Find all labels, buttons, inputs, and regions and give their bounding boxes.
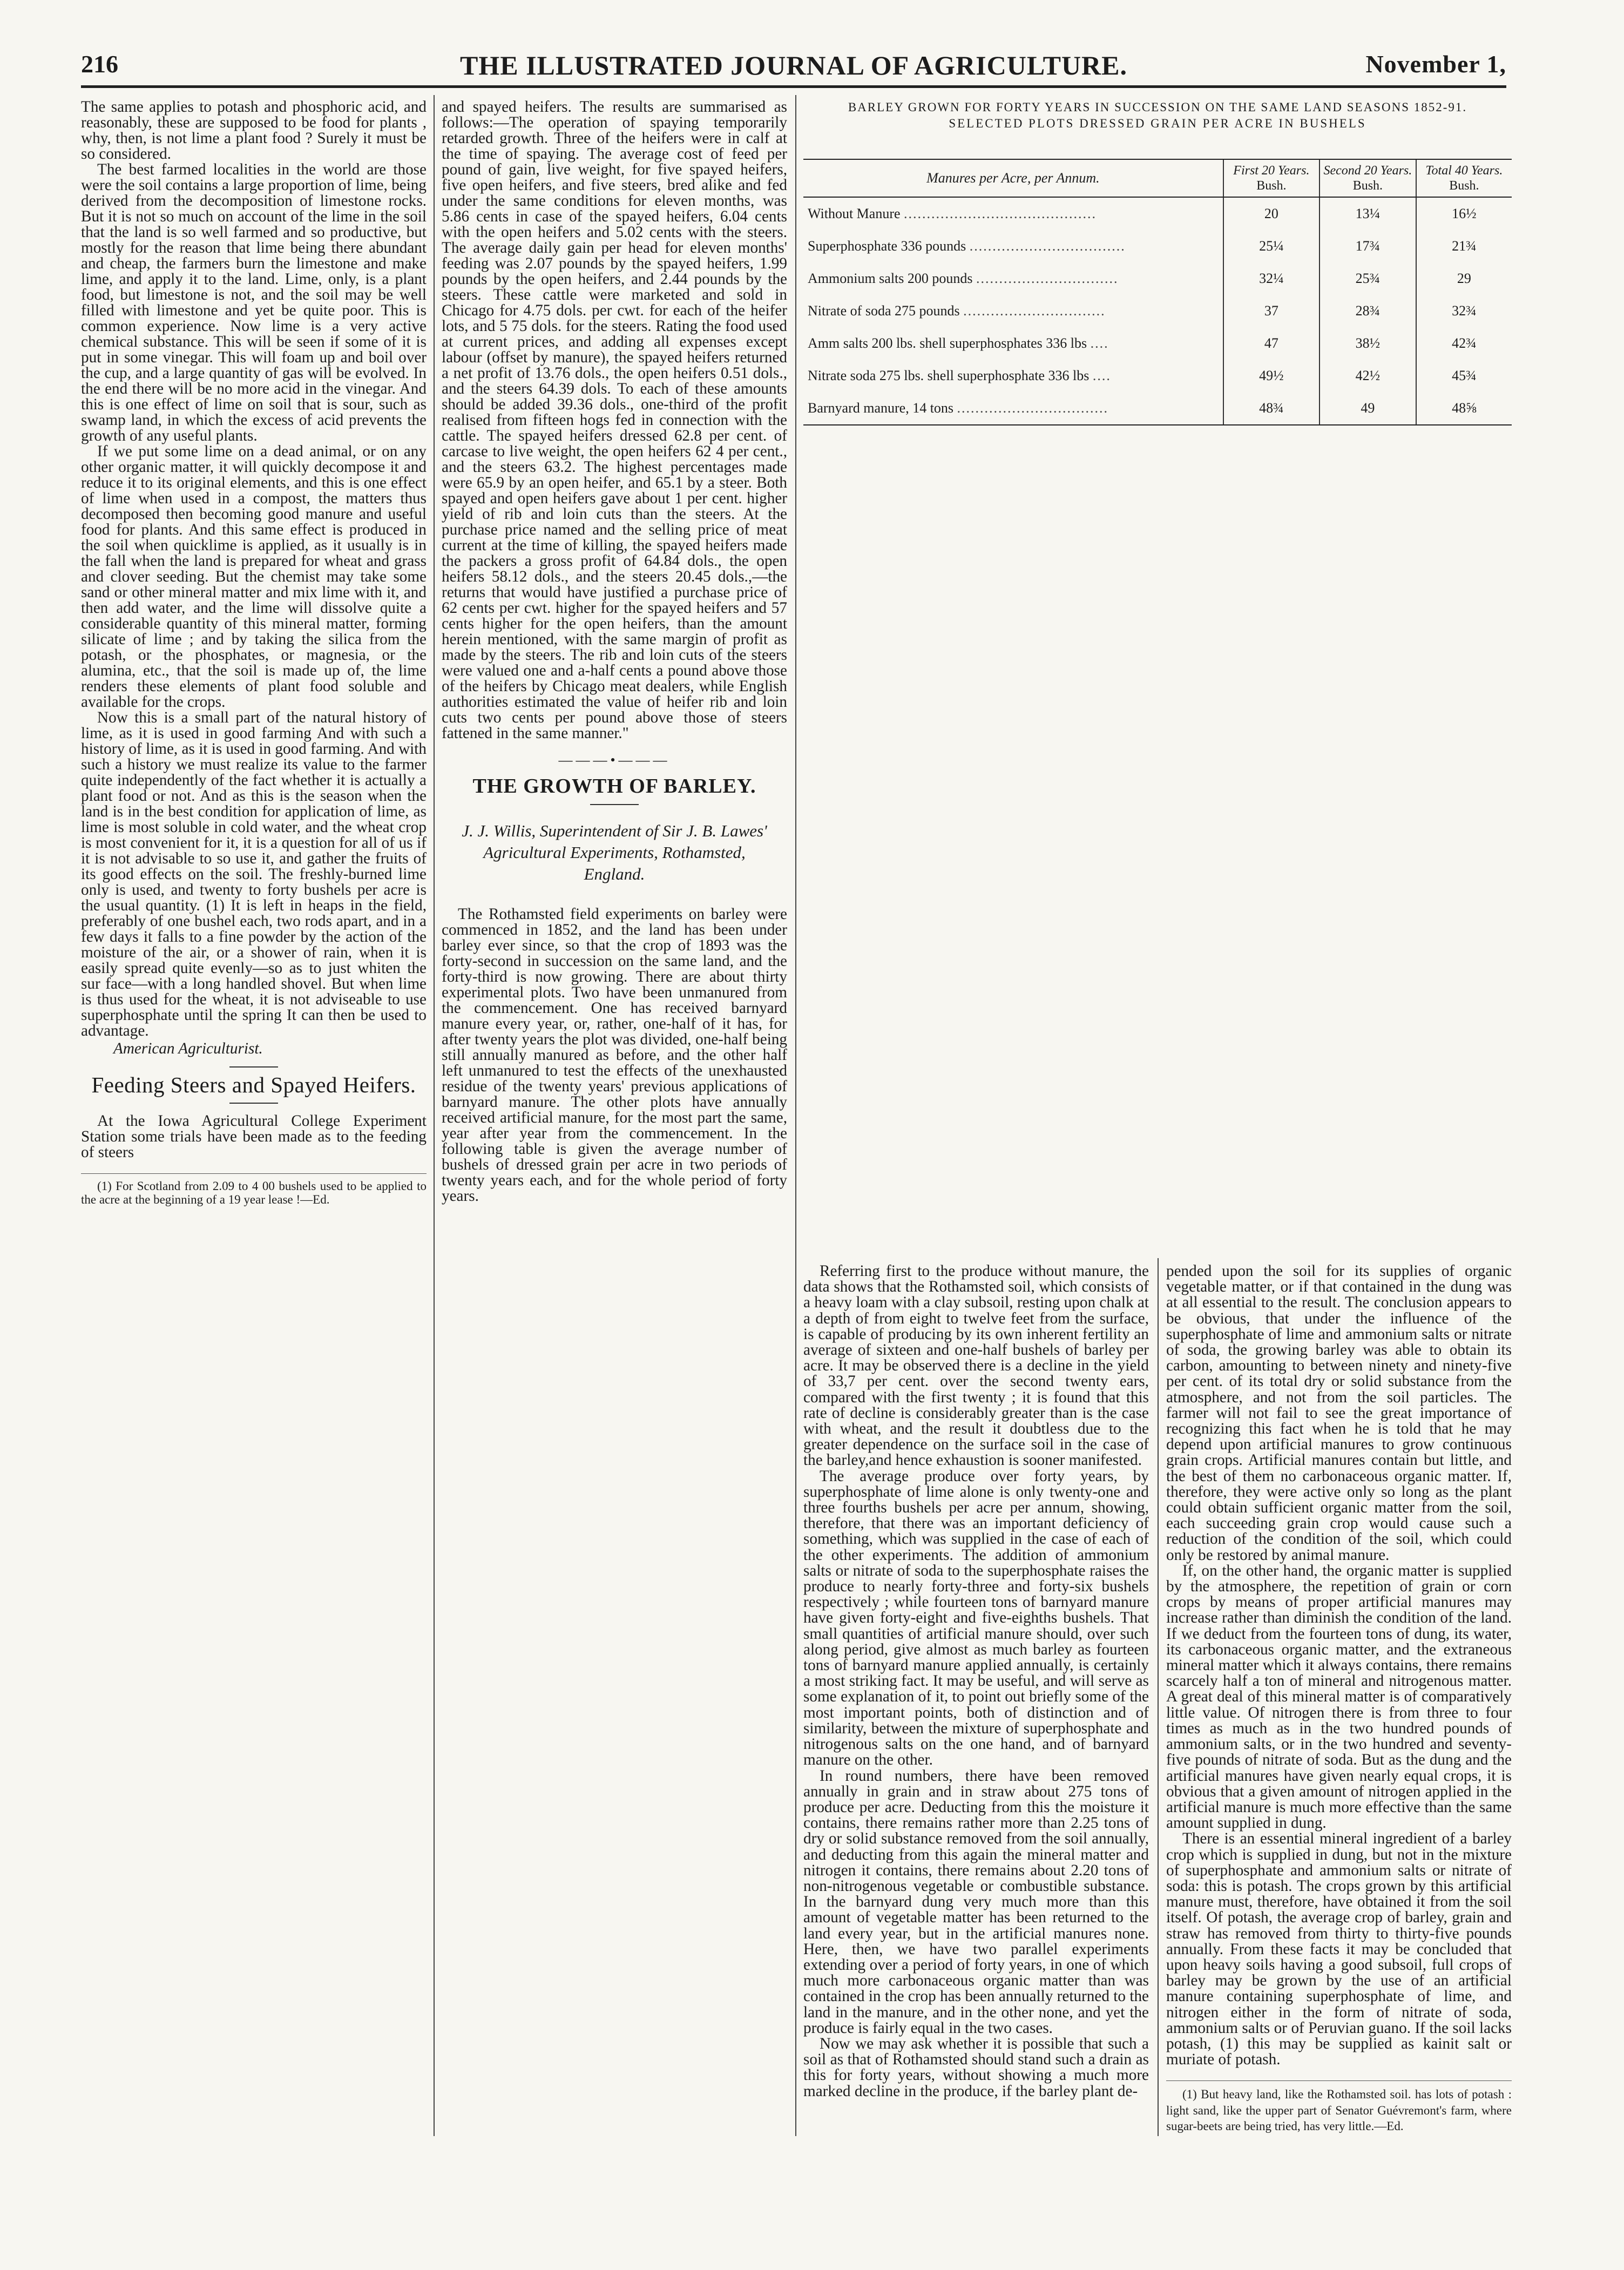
short-rule — [229, 1103, 278, 1104]
cell-second: 13¼ — [1320, 197, 1416, 230]
cell-second: 38½ — [1320, 327, 1416, 360]
section-heading: THE GROWTH OF BARLEY. — [472, 775, 756, 798]
cell-total: 21¾ — [1416, 230, 1512, 262]
cell-first: 25¼ — [1223, 230, 1320, 262]
cell-second: 17¾ — [1320, 230, 1416, 262]
column-2 — [442, 99, 787, 1204]
column-header: Total 40 Years. Bush. — [1416, 159, 1512, 197]
article-paragraph: If we put some lime on a dead animal, or on any other organic matter, it will quickly decompose it and reduce it to its original elements, and this is one effect of lime when used in a compost, the matters thus decomposed then becoming good manure and useful food for plants. And this same effect is produced in the soil when quicklime is applied, as it usually is in the fall when the land is prepared for wheat and grass and clover seeding. But the chemist may take some sand or other mineral matter and mix lime with it, and then add water, and the lime will dissolve quite a considerable quantity of this mineral matter, forming silicate of lime ; and by taking the silica from the potash, or the phosphates, or magnesia, or the alumina, etc., that the soil is made up of, the lime renders these elements of plant food soluble and available for the crops. — [81, 443, 427, 711]
column-divider — [434, 95, 435, 2136]
table-caption — [803, 99, 1512, 132]
cell-first: 47 — [1223, 327, 1320, 360]
table-row — [803, 295, 1512, 327]
article-paragraph: The Rothamsted field experiments on barley were commenced in 1852, and the land has been under barley ever since, so that the crop of 1893 was the forty-second in succession on the same land, and the forty-third is now growing. There are about thirty experimental plots. Two have been unmanured from the commencement. One has received barnyard manure every year, or, rather, one-half of it has, for after twenty years the plot was divided, one-half being still annually manured as before, and the other half left unmanured to test the effects of the unexhausted residue of the twenty years' previous applications of barnyard manure. The other plots have annually received artificial manure, for the most part the same, year after year from the commencement. In the following table is given the average number of bushels of dressed grain per acre in two periods of twenty years each, and for the whole period of forty years. — [442, 906, 787, 1205]
cell-total: 45¾ — [1416, 360, 1512, 392]
cell-total: 48⅝ — [1416, 392, 1512, 425]
row-label: Superphosphate 336 pounds .................................. — [808, 238, 1126, 254]
ornament-separator: ———•——— — [558, 752, 671, 768]
table-row — [803, 262, 1512, 295]
page-header — [81, 50, 1506, 82]
header-rule — [81, 85, 1506, 88]
column-4 — [1166, 1264, 1512, 2134]
column-header: Second 20 Years. Bush. — [1320, 159, 1416, 197]
issue-date: November 1, — [1365, 50, 1506, 78]
row-label: Nitrate of soda 275 pounds ............................... — [808, 303, 1106, 319]
article-paragraph: pended upon the soil for its supplies of organic vegetable matter, or if that contained in the dung was at all essential to the result. The conclusion appears to be obvious, that under the influence of the superphosphate of lime and ammonium salts or nitrate of soda, the growing barley was able to obtain its carbon, amounting to between ninety and ninety-five per cent. of its total dry or solid substance from the atmosphere, and not from the soil particles. The farmer will not fail to see the great importance of recognizing this fact when he is told that he may depend upon artificial manures to grow continuous grain crops. Artificial manures contain but little, and the best of them no carbonaceous organic matter. If, therefore, they were active only so long as the plant could obtain sufficient organic matter from the soil, each succeeding grain crop would cause such a reduction of the condition of the soil, which could only be restored by animal manure. — [1166, 1262, 1512, 1564]
table-row — [803, 197, 1512, 230]
row-label: Ammonium salts 200 pounds ............................... — [808, 271, 1119, 286]
journal-title: THE ILLUSTRATED JOURNAL OF AGRICULTURE. — [459, 50, 1128, 80]
row-label: Barnyard manure, 14 tons ................................. — [803, 392, 1223, 425]
cell-first: 37 — [1223, 295, 1320, 327]
article-paragraph: There is an essential mineral ingredient of a barley crop which is supplied in dung, but not in the mixture of superphosphate and ammonium salts or nitrate of soda: this is potash. The crops grown by this artificial manure must, therefore, have obtained it from the soil itself. Of potash, the average crop of barley, grain and straw has removed from thirty to thirty-five pounds annually. From these facts it may be concluded that upon heavy soils having a good subsoil, full crops of barley may be grown by the use of an artificial manure containing superphosphate of lime, and nitrogen either in the form of nitrate of soda, ammonium salts or of Peruvian guano. If the soil lacks potash, (1) this may be supplied as kainit salt or muriate of potash. — [1166, 1830, 1512, 2069]
row-label: Without Manure .......................................... — [808, 206, 1097, 221]
short-rule — [590, 804, 639, 805]
cell-first: 49½ — [1223, 360, 1320, 392]
cell-total: 16½ — [1416, 197, 1512, 230]
column-3 — [803, 1264, 1149, 2099]
article-paragraph: Now we may ask whether it is possible that such a soil as that of Rothamsted should stand such a drain as this for forty years, without showing a much more marked decline in the produce, if the barley plant de- — [803, 2035, 1149, 2100]
article-paragraph: Now this is a small part of the natural history of lime, as it is used in good farming And with such a history of lime, as it is used in good farming. And with such a history we must realize its value to the farmer quite independently of the fact whether it is actually a plant food or not. And as this is the season when the land is in the best condition for application of lime, as lime is most soluble in cold water, and the wheat crop is most convenient for it, it is a question for all of us if it is not advisable to so use it, and gather the fruits of its good effects on the soil. The freshly-burned lime only is used, and twenty to forty bushels per acre is the usual quantity. (1) It is left in heaps in the field, preferably of one bushel each, two rods apart, and in a few days it falls to a fine powder by the action of the moisture of the air, or a shower of rain, when it is easily spread quite evenly—so as to just whiten the sur face—with a long handled shovel. But when lime is thus used for the wheat, it is not adviseable to use superphosphate until the spring It can then be used to advantage. — [81, 709, 427, 1039]
article-paragraph: The best farmed localities in the world are those were the soil contains a large proportion of lime, being derived from the decomposition of limestone rocks. But it is not so much on account of the lime in the soil that the land is so well farmed and so productive, but mostly for the reason that lime being there abundant and cheap, the farmers burn the limestone and make lime, and apply it to the land. Lime, only, is a plant food, but limestone is not, and the soil may be well filled with limestone and yet be quite poor. This is common experience. Now lime is a very active chemical substance. This will be seen if some of it is put in some vinegar. This will foam up and boil over the cup, and a large quantity of gas will be evolved. In the end there will be no more acid in the vinegar. And this is one effect of lime on soil that is sour, such as swamp land, in which the excess of acid prevents the growth of any useful plants. — [81, 161, 427, 444]
article-paragraph: and spayed heifers. The results are summarised as follows:—The operation of spaying temporarily retarded growth. Three of the heifers were in calf at the time of spaying. The average cost of feed per pound of gain, live weight, for five spayed heifers, five open heifers, and five steers, bred alike and fed under the same conditions for eleven months, was 5.86 cents in case of the spayed heifers, 6.04 cents with the open heifers and 5.02 cents with the steers. The average daily gain per head for eleven months' feeding was 2.07 pounds by the spayed heifers, 1.99 pounds by the open heifers, and 2.44 pounds by the steers. These cattle were marketed and sold in Chicago for 4.75 dols. per cwt. for each of the heifer lots, and 5 75 dols. for the steers. Rating the food used at current prices, and adding all expenses except labour (offset by manure), the spayed heifers returned a net profit of 13.76 dols., the open heifers 0.51 dols., and the steers 64.39 dols. To each of these amounts should be added 39.36 dols., one-third of the profit realised from fifteen hogs fed in connection with the cattle. The spayed heifers dressed 62.8 per cent. of carcase to live weight, the open heifers 62 4 per cent., and the steers 63.2. The highest percentages made were 65.9 by an open heifer, and 65.1 by a steer. Both spayed and open heifers gave about 1 per cent. higher yield of rib and loin cuts than the steers. At the purchase price named and the selling price of meat current at the time of killing, the spayed heifers made the packers a gross profit of 64.84 dols., the open heifers 58.12 dols., and the steers 20.45 dols.,—the returns that would have justified a purchase price of 62 cents per cwt. higher for the spayed heifers and 57 cents higher for the open heifers, than the amount herein mentioned, with the same margin of profit as made by the steers. The rib and loin cuts of the steers were valued one and a-half cents a pound above those of the heifers by Chicago meat dealers, while English authorities estimated the value of heifer rib and loin cuts two cents per pound above those of steers fattened in the same manner." — [442, 98, 787, 742]
byline: J. J. Willis, Superintendent of Sir J. B. Lawes' Agricultural Experiments, Rothamsted, England. — [462, 821, 767, 883]
cell-total: 32¾ — [1416, 295, 1512, 327]
cell-second: 49 — [1320, 392, 1416, 425]
article-paragraph: In round numbers, there have been removed annually in grain and in straw about 275 tons of produce per acre. Deducting from this the moisture it contains, there remains rather more than 2.25 tons of dry or solid substance removed from the soil annually, and deducting from this again the mineral matter and nitrogen it contains, there remains about 2.20 tons of non-nitrogenous vegetable or combustible substance. In the barnyard dung very much more than this amount of vegetable matter has been returned to the land every year, but in the artificial manures none. Here, then, we have two parallel experiments extending over a period of forty years, in one of which much more carbonaceous organic matter than was contained in the crop has been annually returned to the land in the manure, and in the other none, and yet the produce is fairly equal in the two cases. — [803, 1767, 1149, 2037]
row-label: Nitrate soda 275 lbs. shell superphosphate 336 lbs .... — [808, 368, 1111, 383]
column-header: First 20 Years. Bush. — [1223, 159, 1320, 197]
column-divider — [795, 95, 796, 2136]
table-caption-line: SELECTED PLOTS DRESSED GRAIN PER ACRE IN BUSHELS — [949, 117, 1366, 130]
table-row — [803, 392, 1512, 425]
column-1 — [81, 99, 427, 1206]
article-source: American Agriculturist. — [113, 1040, 263, 1057]
column-divider — [1158, 1258, 1159, 2136]
cell-first: 32¼ — [1223, 262, 1320, 295]
column-header: Manures per Acre, per Annum. — [803, 159, 1223, 197]
article-paragraph: The average produce over forty years, by superphosphate of lime alone is only twenty-one and three fourths bushels per acre per annum, showing, therefore, that there was an important deficiency of something, which was supplied in the case of each of the other experiments. The addition of ammonium salts or nitrate of soda to the superphosphate raises the produce to nearly forty-three and forty-six bushels respectively ; while fourteen tons of barnyard manure have given forty-eight and five-eighths bushels. That small quantities of artificial manure should, over such along period, give almost as much barley as fourteen tons of barnyard manure applied annually, is certainly a most striking fact. It may be useful, and will serve as some explanation of it, to point out briefly some of the most important points, both of distinction and of similarity, between the mixture of superphosphate and nitrogenous salts on the one hand, and of barnyard manure on the other. — [803, 1467, 1149, 1769]
table-caption-line: BARLEY GROWN FOR FORTY YEARS IN SUCCESSION ON THE SAME LAND SEASONS 1852-91. — [848, 100, 1467, 114]
article-paragraph: At the Iowa Agricultural College Experiment Station some trials have been made as to the feeding of steers — [81, 1112, 427, 1161]
short-rule — [229, 1066, 278, 1068]
table-row — [803, 327, 1512, 360]
article-paragraph: If, on the other hand, the organic matter is supplied by the atmosphere, the repetition of grain or corn crops by means of proper artificial manures may increase rather than diminish the condition of the land. If we deduct from the fourteen tons of dung, its water, its carbonaceous organic matter, and the extraneous mineral matter which it always contains, there remains scarcely half a ton of mineral and nitrogenous matter. A great deal of this mineral matter is of comparatively little value. Of nitrogen there is from three to four times as much as in the two hundred pounds of ammonium salts, or in the two hundred and seventy-five pounds of nitrate of soda. But as the dung and the artificial manures have given nearly equal crops, it is obvious that a given amount of nitrogen applied in the artificial manure is much more effective than the same amount supplied in dung. — [1166, 1562, 1512, 1832]
section-heading: Feeding Steers and Spayed Heifers. — [91, 1072, 416, 1097]
cell-first: 48¾ — [1223, 392, 1320, 425]
row-label: Amm salts 200 lbs. shell superphosphates 336 lbs .... — [808, 335, 1109, 351]
footnote: (1) But heavy land, like the Rothamsted soil. has lots of potash : light sand, like the upper part of Senator Guévremont's farm, where sugar-beets are being tried, has very little.—Ed. — [1166, 2080, 1512, 2134]
cell-second: 28¾ — [1320, 295, 1416, 327]
cell-total: 29 — [1416, 262, 1512, 295]
barley-table-block — [803, 99, 1512, 1249]
footnote: (1) For Scotland from 2.09 to 4 00 bushels used to be applied to the acre at the beginning of a 19 year lease !—Ed. — [81, 1173, 427, 1206]
barley-yield-table — [803, 159, 1512, 425]
page-number: 216 — [81, 50, 118, 78]
table-row — [803, 230, 1512, 262]
cell-first: 20 — [1223, 197, 1320, 230]
cell-second: 25¾ — [1320, 262, 1416, 295]
article-paragraph: The same applies to potash and phosphoric acid, and reasonably, these are supposed to be food for plants , why, then, is not lime a plant food ? Surely it must be so considered. — [81, 98, 427, 163]
cell-second: 42½ — [1320, 360, 1416, 392]
cell-total: 42¾ — [1416, 327, 1512, 360]
article-paragraph: Referring first to the produce without manure, the data shows that the Rothamsted soil, which consists of a heavy loam with a clay subsoil, resting upon chalk at a depth of from eight to twelve feet from the surface, is capable of producing by its own inherent fertility an average of sixteen and one-half bushels of barley per acre. It may be observed there is a decline in the yield of 33,7 per cent. over the second twenty ears, compared with the first twenty ; it is found that this rate of decline is considerably greater than is the case with wheat, and the result it doubtless due to the greater dependence on the surface soil in the case of the barley,and hence exhaustion is sooner manifested. — [803, 1262, 1149, 1469]
table-row — [803, 360, 1512, 392]
